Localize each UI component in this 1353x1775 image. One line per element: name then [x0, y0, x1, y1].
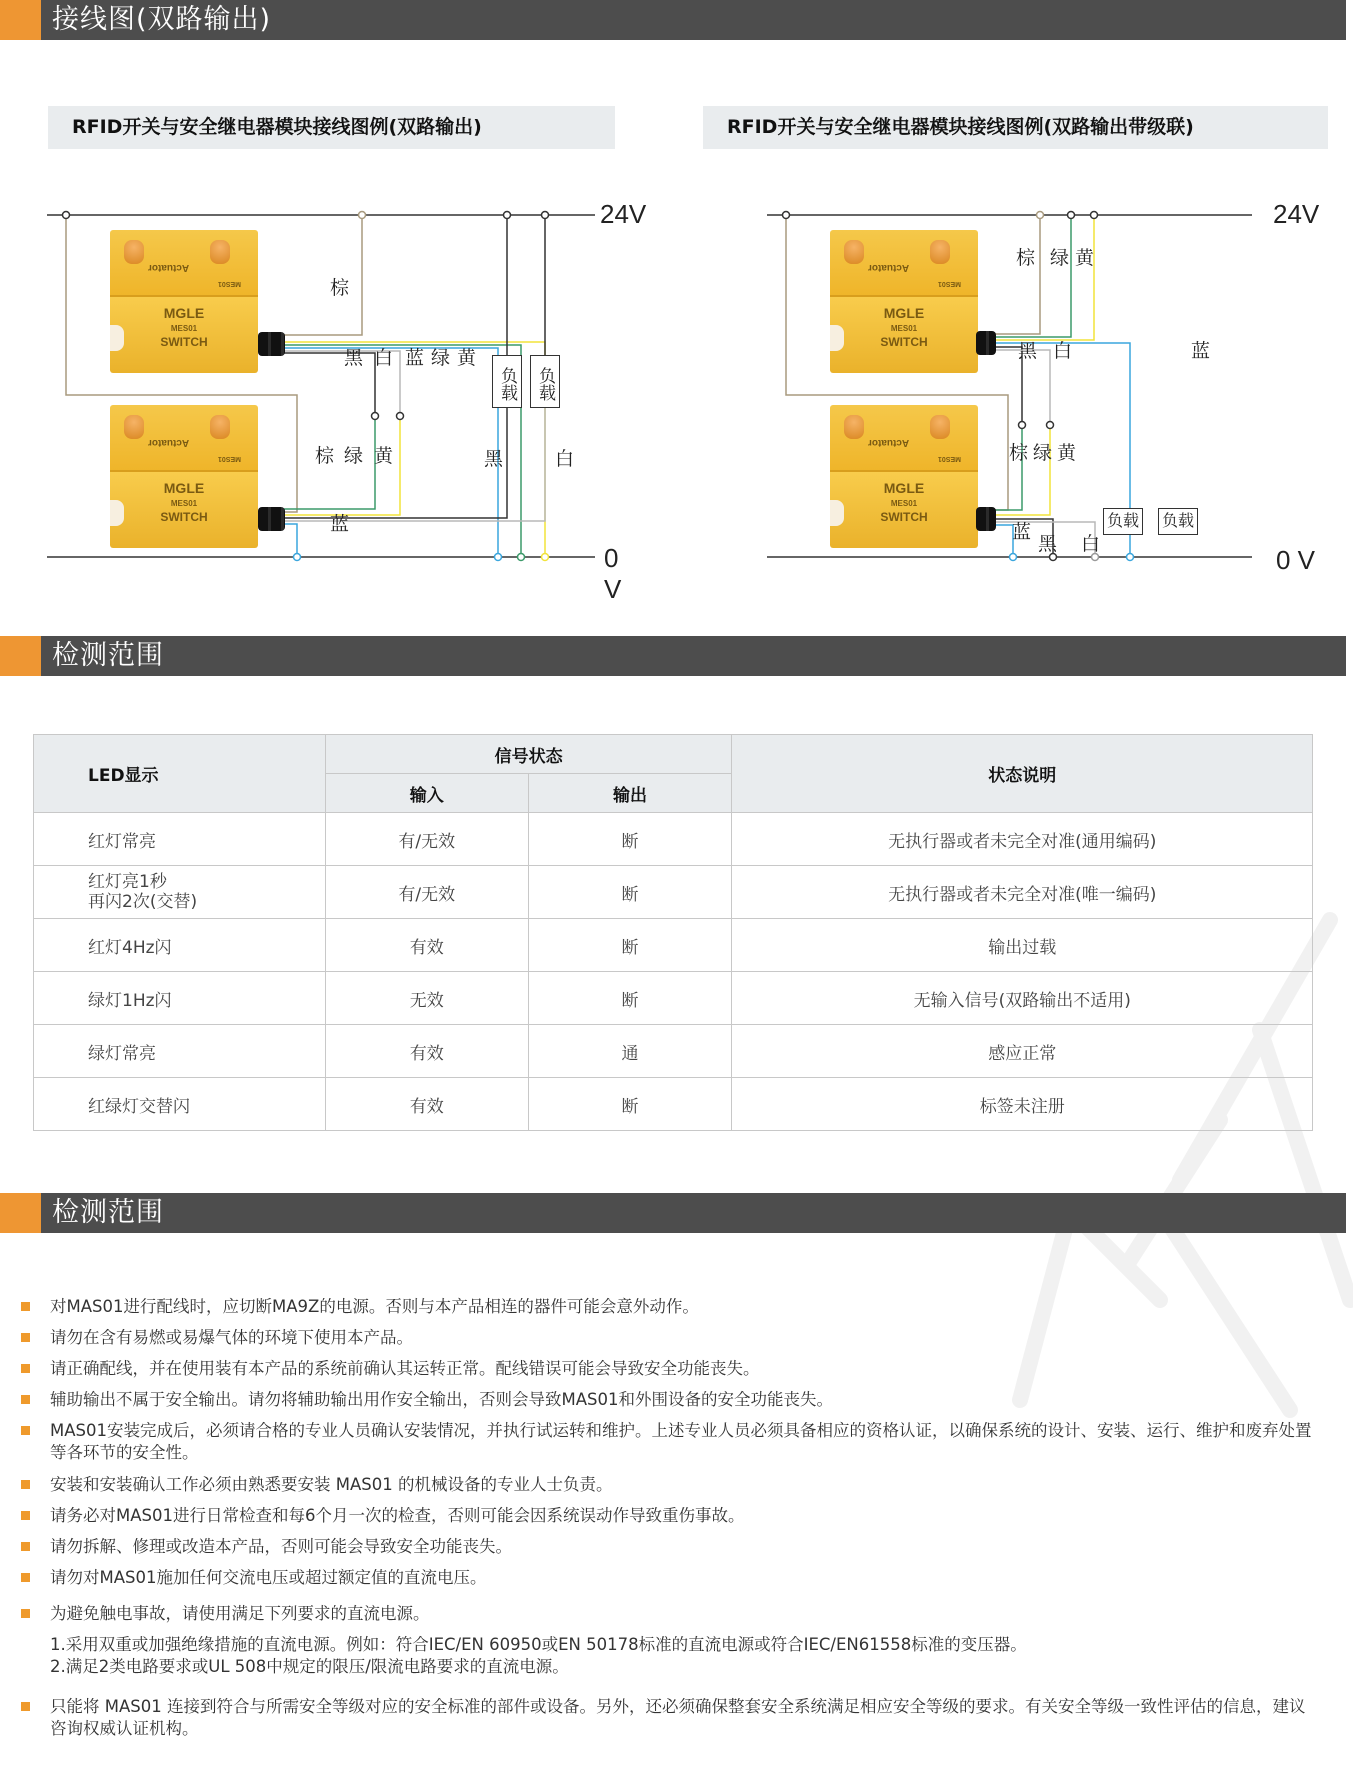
bullet-icon: [21, 1511, 30, 1520]
cell-input: 有效: [325, 1078, 528, 1131]
cell-input: 有/无效: [325, 866, 528, 919]
wire-label-black: 黑: [1038, 533, 1058, 555]
cell-input: 无效: [325, 972, 528, 1025]
bullet-icon: [21, 1480, 30, 1489]
cell-led: 红绿灯交替闪: [34, 1078, 326, 1131]
cell-led: 红灯常亮: [34, 813, 326, 866]
bullet-icon: [21, 1333, 30, 1342]
cell-desc: 标签未注册: [732, 1078, 1313, 1131]
bullet-icon: [21, 1395, 30, 1404]
device-model: MES01: [890, 499, 918, 508]
cell-output: 断: [528, 866, 732, 919]
actuator-model: MES01: [218, 280, 241, 287]
note-text: 辅助输出不属于安全输出。请勿将辅助输出用作安全输出，否则会导致MAS01和外围设备的安全功能丧失。: [50, 1390, 833, 1409]
table-row: [34, 1078, 1313, 1131]
wire-label-green: 绿: [431, 347, 451, 369]
sub-note: 1.采用双重或加强绝缘措施的直流电源。例如：符合IEC/EN 60950或EN 50178标准的直流电源或符合IEC/EN61558标准的变压器。: [50, 1635, 1027, 1654]
wiring-diagram-dual-output: [0, 195, 647, 604]
cell-led: 红灯4Hz闪: [34, 919, 326, 972]
actuator-model: MES01: [938, 280, 961, 287]
cell-desc: 感应正常: [732, 1025, 1313, 1078]
wire-label-green: 绿: [1050, 247, 1070, 269]
cell-led: 绿灯常亮: [34, 1025, 326, 1078]
table-row: [34, 972, 1313, 1025]
wire-label-blue: 蓝: [405, 347, 425, 369]
load-box: 负载: [1158, 508, 1198, 535]
cell-led-line2: 再闪2次(交替): [88, 892, 198, 912]
wire-label-green: 绿: [1033, 442, 1053, 464]
wire-label-yellow: 黄: [1075, 247, 1095, 269]
header-signal: 信号状态: [325, 735, 732, 774]
cell-led-line1: 红灯亮1秒: [88, 872, 167, 892]
note-text: 请务必对MAS01进行日常检查和每6个月一次的检查，否则可能会因系统误动作导致重伤事故。: [50, 1506, 745, 1525]
section-title: 接线图(双路输出): [52, 4, 272, 35]
section-header-wiring: [0, 0, 1346, 40]
wire-label-black: 黑: [484, 448, 504, 470]
note-text: 请勿拆解、修理或改造本产品，否则可能会导致安全功能丧失。: [50, 1537, 512, 1556]
section-accent: [0, 1193, 41, 1233]
voltage-24v-label: 24V: [1273, 199, 1320, 229]
rfid-switch-device-top: [830, 230, 978, 373]
table-row: [34, 866, 1313, 919]
section-accent: [0, 636, 41, 676]
voltage-0v-label: 0 V: [1276, 545, 1316, 575]
load-box: 负载: [492, 355, 522, 408]
cell-desc: 输出过载: [732, 919, 1313, 972]
cell-input: 有效: [325, 1025, 528, 1078]
diagram-title-text: RFID开关与安全继电器模块接线图例(双路输出): [72, 116, 482, 138]
wire-label-yellow: 黄: [1057, 442, 1077, 464]
bullet-icon: [21, 1426, 30, 1435]
section-accent: [0, 0, 41, 40]
actuator-label: Actuator: [868, 262, 910, 273]
bullet-icon: [21, 1573, 30, 1582]
wire-label-white: 白: [374, 347, 394, 369]
device-type: SWITCH: [160, 335, 208, 349]
section-title: 检测范围: [52, 1197, 164, 1228]
wire-label-brown: 棕: [1016, 247, 1036, 269]
rfid-switch-device-top: [110, 230, 258, 373]
wire-label-yellow: 黄: [374, 445, 394, 467]
wire-label-yellow: 黄: [457, 347, 477, 369]
bullet-icon: [21, 1702, 30, 1711]
actuator-model: MES01: [218, 455, 241, 462]
cell-led: [34, 866, 326, 919]
cell-output: 断: [528, 813, 732, 866]
section-header-notes: [0, 1193, 1346, 1233]
note-text: 为避免触电事故，请使用满足下列要求的直流电源。: [50, 1604, 430, 1623]
device-type: SWITCH: [160, 510, 208, 524]
wire-label-blue: 蓝: [1191, 340, 1211, 362]
brand-logo: MGLE: [883, 305, 925, 321]
wire-label-black: 黑: [1018, 340, 1038, 362]
cable-icon: [976, 331, 996, 355]
cell-output: 断: [528, 919, 732, 972]
note-text: 对MAS01进行配线时，应切断MA9Z的电源。否则与本产品相连的器件可能会意外动作。: [50, 1297, 699, 1316]
voltage-24v-label: 24V: [600, 199, 647, 229]
actuator-label: Actuator: [868, 437, 910, 448]
note-text: 请正确配线，并在使用装有本产品的系统前确认其运转正常。配线错误可能会导致安全功能丧失。: [50, 1359, 760, 1378]
rfid-switch-device-bottom: [110, 405, 258, 548]
wire-label-blue: 蓝: [330, 513, 350, 535]
header-desc: 状态说明: [732, 735, 1313, 813]
cable-icon: [976, 507, 996, 531]
wiring-diagram-cascade: [720, 195, 1353, 585]
cell-desc: 无执行器或者未完全对准(通用编码): [732, 813, 1313, 866]
cell-output: 通: [528, 1025, 732, 1078]
brand-logo: MGLE: [883, 480, 925, 496]
diagram-title-cascade: [703, 106, 1328, 149]
rfid-switch-device-bottom: [830, 405, 978, 548]
bullet-icon: [21, 1542, 30, 1551]
section-header-detection: [0, 636, 1346, 676]
table-row: [34, 1025, 1313, 1078]
note-text: 请勿在含有易燃或易爆气体的环境下使用本产品。: [50, 1328, 413, 1347]
wire-label-brown: 棕: [1009, 442, 1029, 464]
note-text: 安装和安装确认工作必须由熟悉要安装 MAS01 的机械设备的专业人士负责。: [50, 1475, 613, 1494]
wire-label-green: 绿: [344, 445, 364, 467]
actuator-label: Actuator: [148, 262, 190, 273]
cell-input: 有/无效: [325, 813, 528, 866]
section-title: 检测范围: [52, 640, 164, 671]
brand-logo: MGLE: [163, 305, 205, 321]
diagram-title-text: RFID开关与安全继电器模块接线图例(双路输出带级联): [727, 116, 1194, 138]
wire-label-white: 白: [555, 448, 575, 470]
device-model: MES01: [170, 324, 198, 333]
cell-led: 绿灯1Hz闪: [34, 972, 326, 1025]
device-model: MES01: [890, 324, 918, 333]
wire-label-blue: 蓝: [1012, 521, 1032, 543]
bullet-icon: [21, 1364, 30, 1373]
wire-label-brown: 棕: [315, 445, 335, 467]
brand-logo: MGLE: [163, 480, 205, 496]
device-model: MES01: [170, 499, 198, 508]
cell-output: 断: [528, 1078, 732, 1131]
cell-desc: 无输入信号(双路输出不适用): [732, 972, 1313, 1025]
device-type: SWITCH: [880, 335, 928, 349]
diagram-title-dual-output: [48, 106, 615, 149]
note-text: MAS01安装完成后，必须请合格的专业人员确认安装情况，并执行试运转和维护。上述专业人员必须具备相应的资格认证，以确保系统的设计、安装、运行、维护和废弃处置等各环节的安全性。: [50, 1421, 1312, 1462]
wire-label-black: 黑: [344, 347, 364, 369]
device-type: SWITCH: [880, 510, 928, 524]
sub-note: 2.满足2类电路要求或UL 508中规定的限压/限流电路要求的直流电源。: [50, 1657, 569, 1676]
note-text: 请勿对MAS01施加任何交流电压或超过额定值的直流电压。: [50, 1568, 487, 1587]
bullet-icon: [21, 1609, 30, 1618]
load-box: 负载: [530, 355, 560, 408]
note-text: 只能将 MAS01 连接到符合与所需安全等级对应的安全标准的部件或设备。另外，还必须确保整套安全系统满足相应安全等级的要求。有关安全等级一致性评估的信息，建议咨询权威认证机构。: [50, 1697, 1306, 1738]
bullet-icon: [21, 1302, 30, 1311]
voltage-0v-label: 0 V: [604, 543, 622, 604]
cable-icon: [258, 507, 285, 531]
table-row: [34, 813, 1313, 866]
cell-desc: 无执行器或者未完全对准(唯一编码): [732, 866, 1313, 919]
header-output: 输出: [528, 774, 732, 813]
wire-label-white: 白: [1081, 533, 1101, 555]
wire-label-brown: 棕: [330, 277, 350, 299]
cell-output: 断: [528, 972, 732, 1025]
cell-input: 有效: [325, 919, 528, 972]
load-box: 负载: [1103, 508, 1143, 535]
header-led: LED显示: [34, 735, 326, 813]
cable-icon: [258, 332, 285, 356]
actuator-model: MES01: [938, 455, 961, 462]
led-status-table: [33, 734, 1313, 1131]
actuator-label: Actuator: [148, 437, 190, 448]
wire-label-white: 白: [1053, 340, 1073, 362]
header-input: 输入: [325, 774, 528, 813]
table-row: [34, 919, 1313, 972]
